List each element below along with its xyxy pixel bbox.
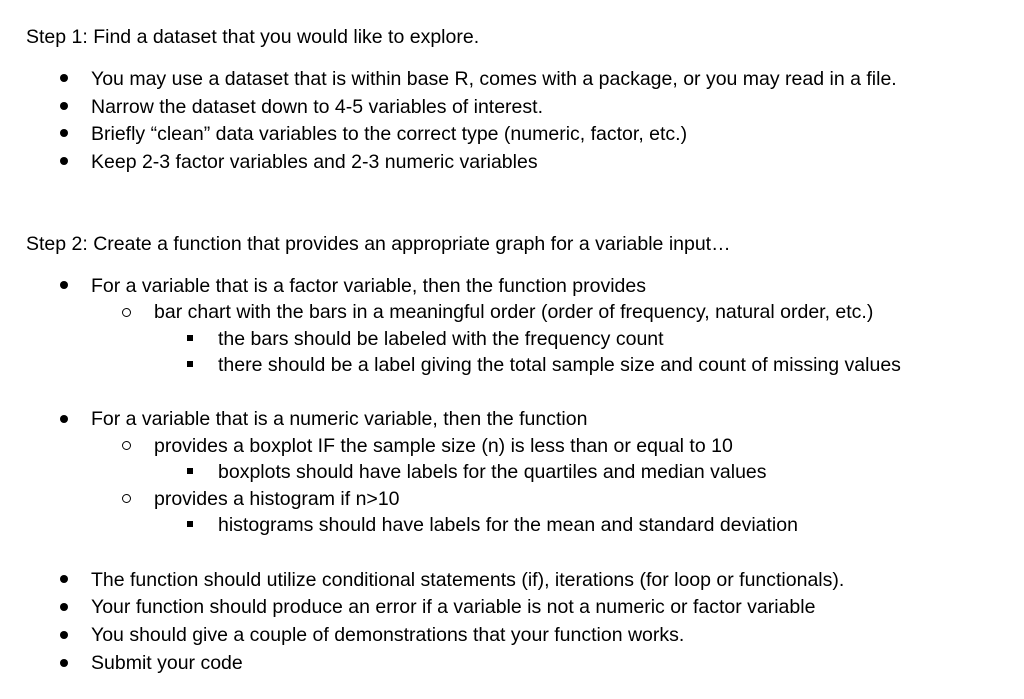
square-bullet-icon (187, 468, 193, 474)
bullet-icon (60, 74, 68, 82)
bullet-icon (60, 157, 68, 165)
factor-variable-item: For a variable that is a factor variable, then the function provides (91, 275, 646, 297)
bullet-icon (60, 575, 68, 583)
step1-item: Narrow the dataset down to 4-5 variables of interest. (91, 96, 543, 118)
bar-chart-item: bar chart with the bars in a meaningful order (order of frequency, natural order, etc.) (154, 301, 874, 323)
bullet-icon (60, 415, 68, 423)
bullet-icon (60, 603, 68, 611)
boxplot-item: provides a boxplot IF the sample size (n) is less than or equal to 10 (154, 435, 733, 457)
square-bullet-icon (187, 335, 193, 341)
numeric-variable-item: For a variable that is a numeric variable, then the function (91, 408, 588, 430)
step1-heading: Step 1: Find a dataset that you would like to explore. (26, 26, 480, 48)
bullet-icon (60, 281, 68, 289)
step1-item: Keep 2-3 factor variables and 2-3 numeric variables (91, 151, 538, 173)
square-bullet-icon (187, 521, 193, 527)
step1-item: You may use a dataset that is within base R, comes with a package, or you may read in a file. (91, 68, 897, 90)
step2-heading: Step 2: Create a function that provides an appropriate graph for a variable input… (26, 233, 731, 255)
sample-size-label-item: there should be a label giving the total sample size and count of missing values (218, 354, 901, 376)
final-item: Your function should produce an error if a variable is not a numeric or factor variable (91, 596, 816, 618)
histogram-label-item: histograms should have labels for the mean and standard deviation (218, 514, 798, 536)
circle-bullet-icon (122, 494, 131, 503)
square-bullet-icon (187, 361, 193, 367)
step1-item: Briefly “clean” data variables to the correct type (numeric, factor, etc.) (91, 123, 688, 145)
bullet-icon (60, 102, 68, 110)
final-item: The function should utilize conditional statements (if), iterations (for loop or functionals). (91, 569, 845, 591)
circle-bullet-icon (122, 308, 131, 317)
bar-label-item: the bars should be labeled with the frequency count (218, 328, 664, 350)
bullet-icon (60, 129, 68, 137)
bullet-icon (60, 659, 68, 667)
final-item: Submit your code (91, 652, 243, 674)
circle-bullet-icon (122, 441, 131, 450)
boxplot-label-item: boxplots should have labels for the quartiles and median values (218, 461, 767, 483)
final-item: You should give a couple of demonstrations that your function works. (91, 624, 685, 646)
histogram-item: provides a histogram if n>10 (154, 488, 400, 510)
bullet-icon (60, 631, 68, 639)
